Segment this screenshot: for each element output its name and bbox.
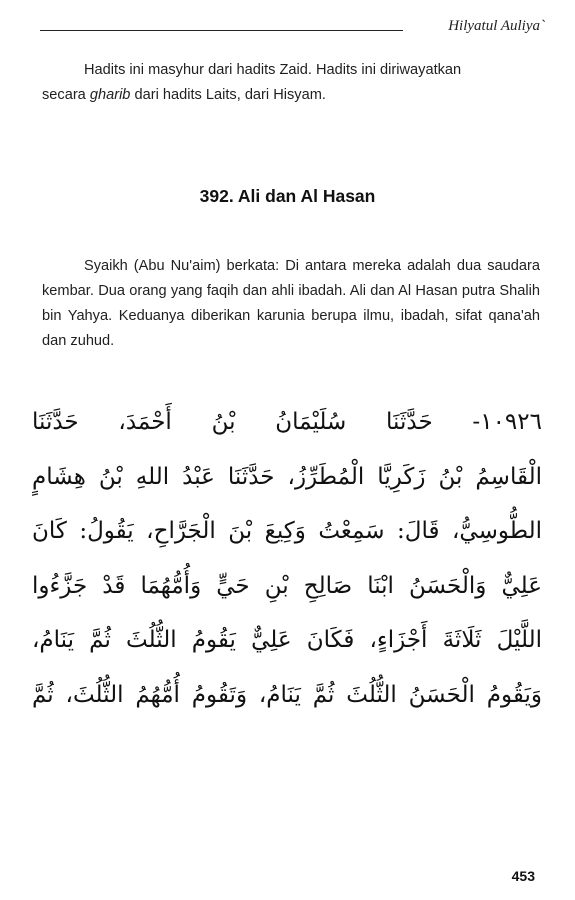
arabic-line: عَلِيٌّ وَالْحَسَنُ ابْنَا صَالِحِ بْنِ حَيٍّ وَأُمُّهُمَا قَدْ جَزَّءُوا [32,572,542,599]
section-heading: 392. Ali dan Al Hasan [199,186,376,206]
arabic-text-block [32,395,542,722]
body-paragraph [42,254,540,354]
header-rule [40,30,403,31]
arabic-line: ١٠٩٢٦- حَدَّثَنَا سُلَيْمَانُ بْنُ أَحْمَدَ، حَدَّثَنَا [32,409,542,435]
intro-line-2-before: secara [42,87,90,103]
intro-line [42,83,540,108]
arabic-line: اللَّيْلَ ثَلَاثَةَ أَجْزَاءٍ، فَكَانَ عَلِيٌّ يَقُومُ الثُّلُثَ ثُمَّ يَنَامُ، [32,627,542,653]
intro-line-2-after: dari hadits Laits, dari Hisyam. [130,87,326,103]
arabic-line: الْقَاسِمُ بْنُ زَكَرِيَّا الْمُطَرِّزُ، حَدَّثَنَا عَبْدُ اللهِ بْنُ هِشَامٍ [32,463,542,490]
arabic-line: الطُّوسِيُّ، قَالَ: سَمِعْتُ وَكِيعَ بْنَ الْجَرَّاحِ، يَقُولُ: كَانَ [32,518,542,544]
intro-line [42,58,540,83]
running-title: Hilyatul Auliya` [448,18,545,34]
body-paragraph-text: Syaikh (Abu Nu'aim) berkata: Di antara mereka adalah dua saudara kembar. Dua orang yang faqih dan ahli ibadah. Ali dan Al Hasan putra Shalih bin Yahya. Keduanya diberikan karunia berupa ilmu, ibadah, sifat qana'ah dan zuhud. [42,258,540,349]
running-header [40,18,545,38]
page-number: 453 [511,868,535,884]
intro-italic-term: gharib [89,87,131,103]
intro-paragraph [42,58,540,108]
intro-line-1: Hadits ini masyhur dari hadits Zaid. Hadits ini diriwayatkan [84,62,462,78]
arabic-line: وَيَقُومُ الْحَسَنُ الثُّلُثَ ثُمَّ يَنَامُ، وَتَقُومُ أُمُّهُمُ الثُّلُثَ، ثُمَّ [32,681,542,708]
